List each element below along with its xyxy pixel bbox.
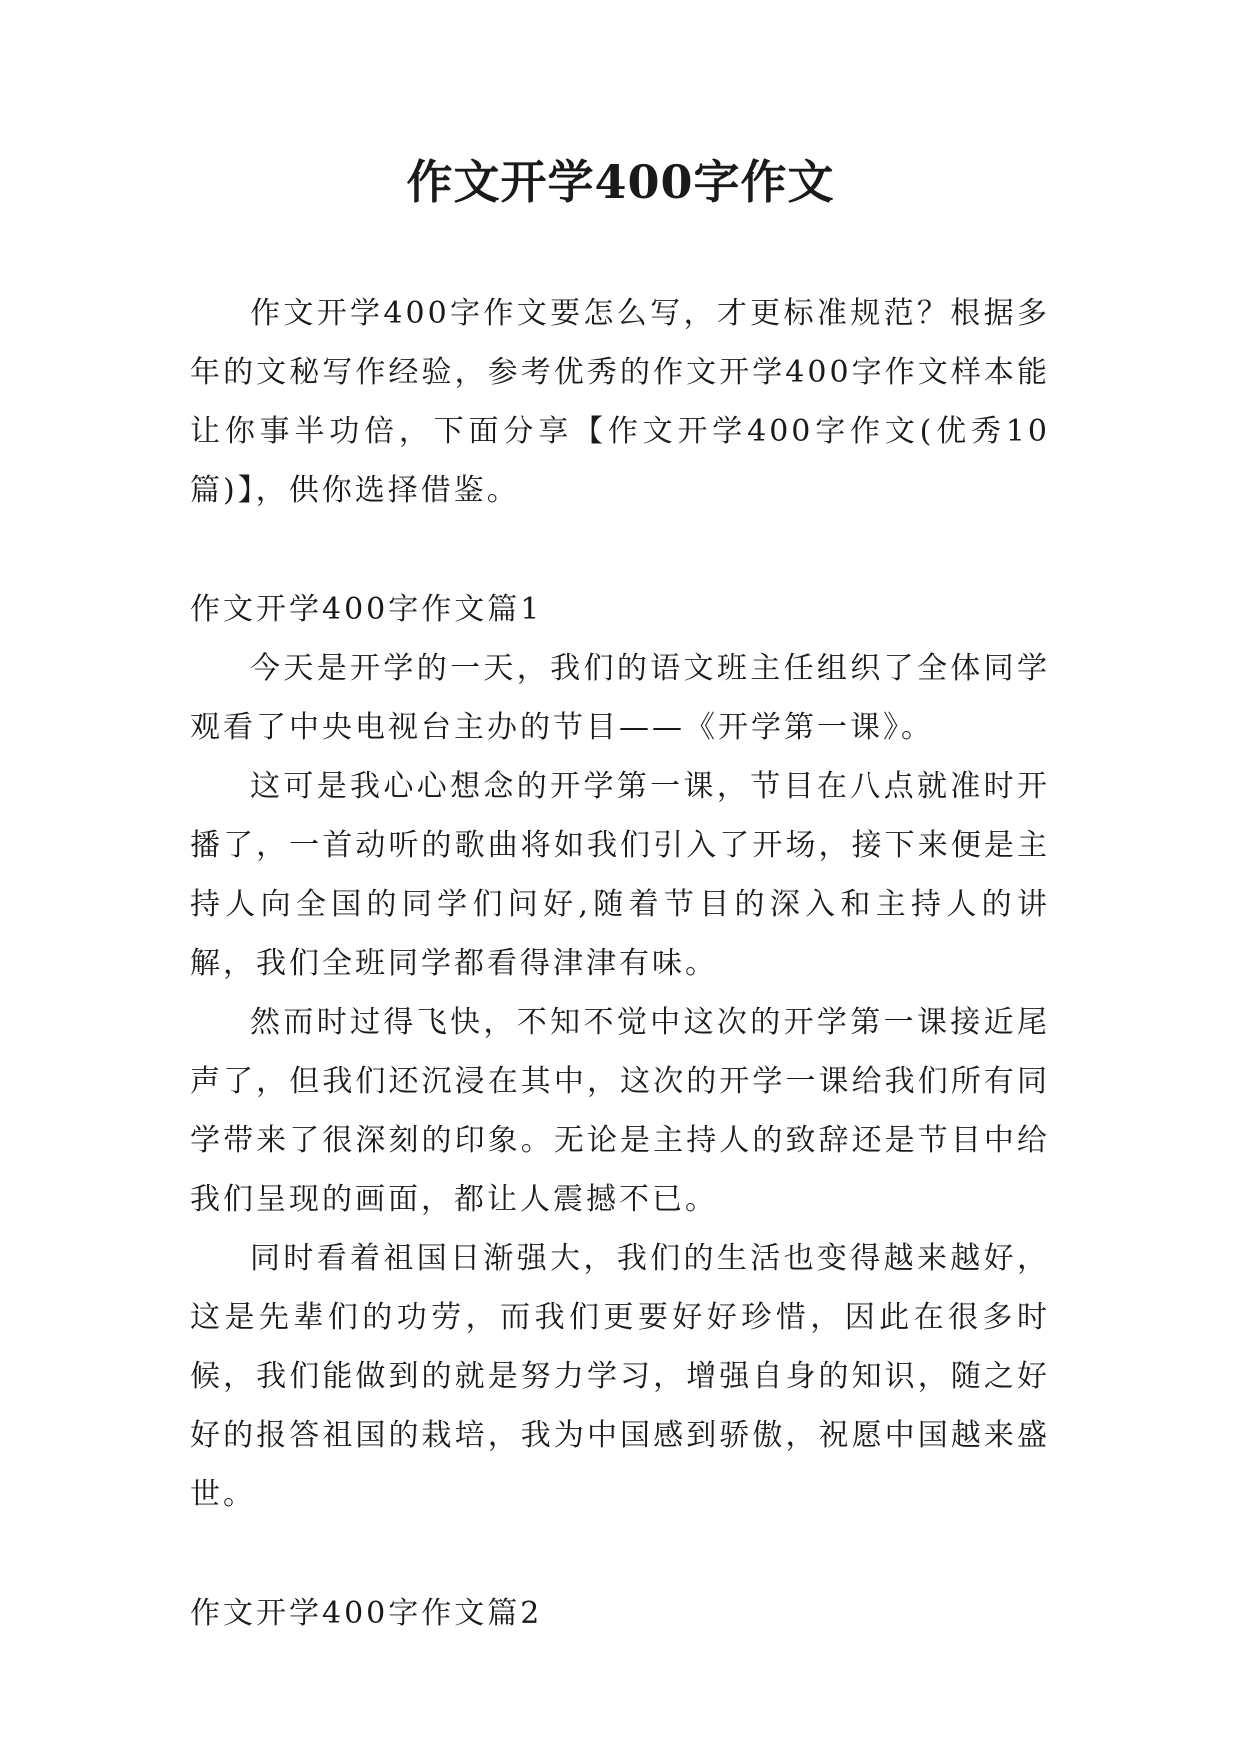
section-heading: 作文开学400字作文篇1 — [190, 592, 543, 627]
document-body — [190, 284, 1050, 1643]
body-paragraph: 然而时过得飞快，不知不觉中这次的开学第一课接近尾声了，但我们还沉浸在其中，这次的开学一课给我们所有同学带来了很深刻的印象。无论是主持人的致辞还是节目中给我们呈现的画面，都让人震撼不已。 — [190, 1005, 1050, 1217]
body-paragraph: 今天是开学的一天，我们的语文班主任组织了全体同学观看了中央电视台主办的节目——《开学第一课》。 — [190, 651, 1050, 745]
section-heading: 作文开学400字作文篇2 — [190, 1596, 543, 1631]
body-paragraph: 同时看着祖国日渐强大，我们的生活也变得越来越好，这是先辈们的功劳，而我们更要好好珍惜，因此在很多时候，我们能做到的就是努力学习，增强自身的知识，随之好好的报答祖国的栽培，我为中国感到骄傲，祝愿中国越来盛世。 — [190, 1241, 1050, 1512]
intro-paragraph: 作文开学400字作文要怎么写，才更标准规范？根据多年的文秘写作经验，参考优秀的作文开学400字作文样本能让你事半功倍，下面分享【作文开学400字作文(优秀10篇)】，供你选择借鉴。 — [190, 296, 1050, 508]
document-title: 作文开学400字作文 — [406, 155, 835, 209]
body-paragraph: 这可是我心心想念的开学第一课，节目在八点就准时开播了，一首动听的歌曲将如我们引入了开场，接下来便是主持人向全国的同学们问好,随着节目的深入和主持人的讲解，我们全班同学都看得津津有味。 — [190, 769, 1050, 981]
